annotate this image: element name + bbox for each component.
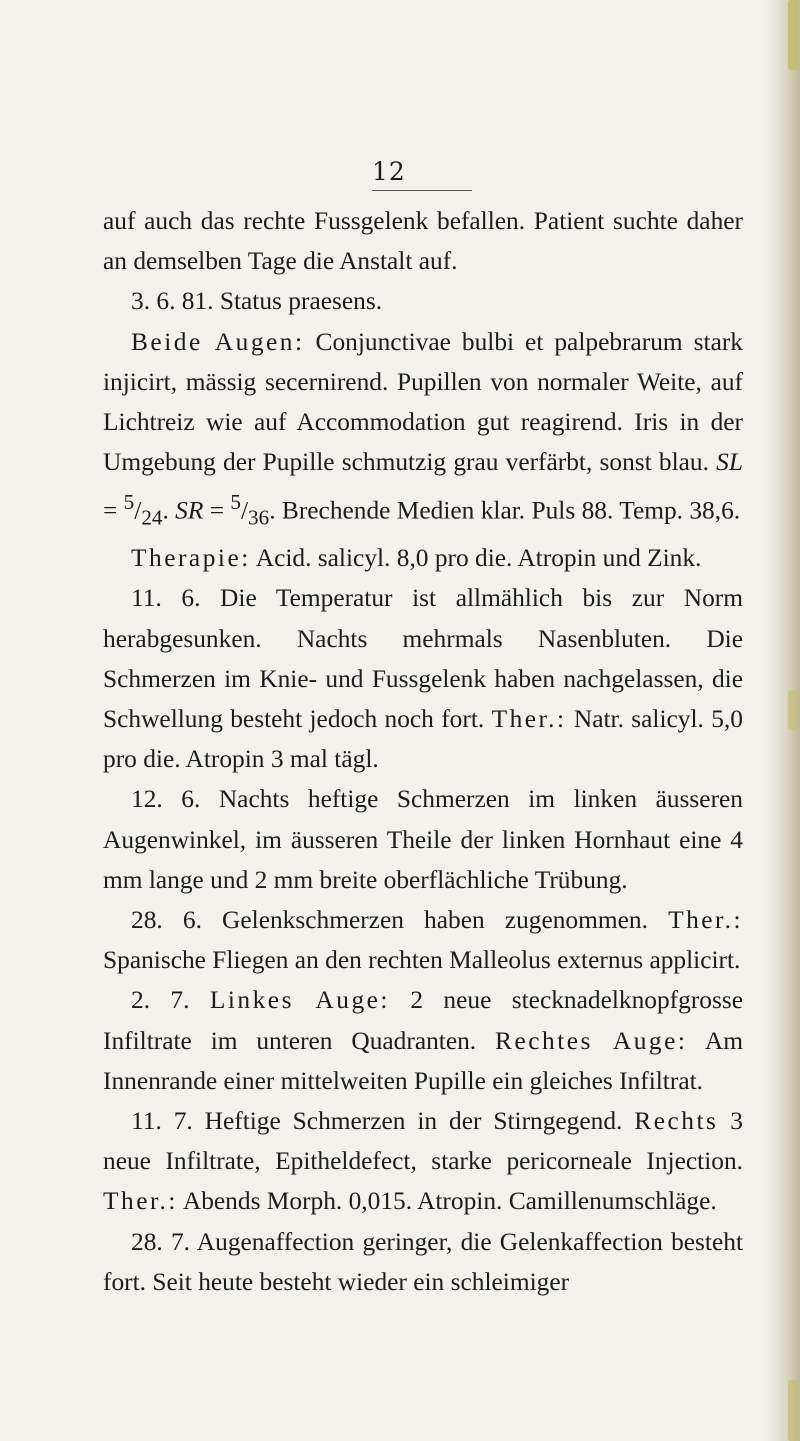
text-run: Am Innenrande einer mittelweiten Pupille ein gleiches Infiltrat. bbox=[103, 1026, 743, 1095]
para-therapie bbox=[103, 538, 743, 578]
text-run: 11. 7. Heftige Schmerzen in der Stirngegend. bbox=[131, 1107, 635, 1136]
fraction-denominator: 24 bbox=[141, 505, 163, 530]
para-28-7 bbox=[103, 1222, 743, 1302]
para-11-6 bbox=[103, 578, 743, 779]
para-status-praesens bbox=[103, 281, 743, 321]
italic-symbol: SL bbox=[716, 448, 743, 477]
text-run: 3 neue Infiltrate, Epitheldefect, starke pericorneale Injection. bbox=[103, 1107, 744, 1176]
text-run: Acid. salicyl. 8,0 pro die. Atropin und Zink. bbox=[250, 544, 702, 573]
text-run: auf auch das rechte Fussgelenk befallen. Patient suchte daher an demselben Tage die Anstalt auf. bbox=[103, 207, 743, 276]
spaced-heading-text: Ther.: bbox=[491, 704, 567, 733]
text-run: . bbox=[162, 496, 176, 525]
text-run: 11. 6. Die Temperatur ist allmählich bis zur Norm herabgesunken. Nachts mehrmals Nasenbluten. Die Schmerzen im Knie- und Fussgelenk haben nachgelassen, die Schwellung besteht jedoch noch fort. bbox=[103, 584, 743, 733]
fraction-denominator: 36 bbox=[248, 505, 270, 530]
spaced-heading-text: Therapie: bbox=[131, 544, 251, 573]
para-2-7 bbox=[103, 980, 743, 1101]
fraction-numerator: 5 bbox=[230, 490, 241, 515]
para-ankle-affected bbox=[103, 201, 743, 281]
page-edge-stain bbox=[788, 1380, 798, 1441]
text-run: Abends Morph. 0,015. Atropin. Camillenumschläge. bbox=[177, 1187, 717, 1216]
spaced-heading-text: Rechtes Auge: bbox=[495, 1026, 688, 1055]
text-run: = bbox=[103, 496, 124, 525]
text-run: 2 neue stecknadelknopfgrosse Infiltrate im unteren Quadranten. bbox=[103, 986, 744, 1055]
page-edge-stain bbox=[788, 690, 798, 730]
spaced-heading-text: Ther.: bbox=[668, 906, 743, 934]
body-text bbox=[103, 201, 743, 1302]
spaced-heading-text: Beide Augen: bbox=[131, 327, 305, 356]
text-run: 2. 7. bbox=[131, 986, 210, 1015]
page-number: 12 bbox=[372, 157, 472, 191]
spaced-heading-text: Linkes Auge: bbox=[209, 986, 390, 1015]
text-run: / bbox=[134, 496, 142, 525]
text-run: 12. 6. Nachts heftige Schmerzen im linken äusseren Augenwinkel, im äusseren Theile der linken Hornhaut eine 4 mm lange und 2 mm breite oberflächliche Trübung. bbox=[103, 785, 743, 894]
text-run: / bbox=[240, 496, 249, 525]
text-run: Spanische Fliegen an den rechten Malleolus externus applicirt. bbox=[103, 946, 741, 975]
page-edge-stain bbox=[788, 0, 798, 70]
text-run: 3. 6. 81. Status praesens. bbox=[131, 287, 383, 316]
fraction-numerator: 5 bbox=[123, 490, 135, 515]
text-run: = bbox=[203, 496, 231, 525]
spaced-heading-text: Rechts bbox=[634, 1107, 719, 1136]
para-12-6 bbox=[103, 779, 743, 900]
para-11-7 bbox=[103, 1101, 743, 1222]
text-run: 28. 6. Gelenkschmerzen haben zugenommen. bbox=[131, 906, 669, 934]
para-28-6 bbox=[103, 900, 743, 980]
text-run: . Brechende Medien klar. Puls 88. Temp. 38,6. bbox=[269, 496, 741, 525]
italic-symbol: SR bbox=[175, 496, 204, 525]
text-run: Natr. salicyl. 5,0 pro die. Atropin 3 mal tägl. bbox=[103, 704, 743, 774]
text-run: Conjunctivae bulbi et palpebrarum stark injicirt, mässig secernirend. Pupillen von normaler Weite, auf Lichtreiz wie auf Accommodation gut reagirend. Iris in der Umgebung der Pupille schmutzig grau verfärbt, sonst blau. bbox=[103, 327, 743, 477]
text-run: 28. 7. Augenaffection geringer, die Gelenkaffection besteht fort. Seit heute besteht wieder ein schleimiger bbox=[103, 1227, 743, 1296]
spaced-heading-text: Ther.: bbox=[103, 1187, 178, 1216]
para-beide-augen bbox=[103, 322, 743, 539]
